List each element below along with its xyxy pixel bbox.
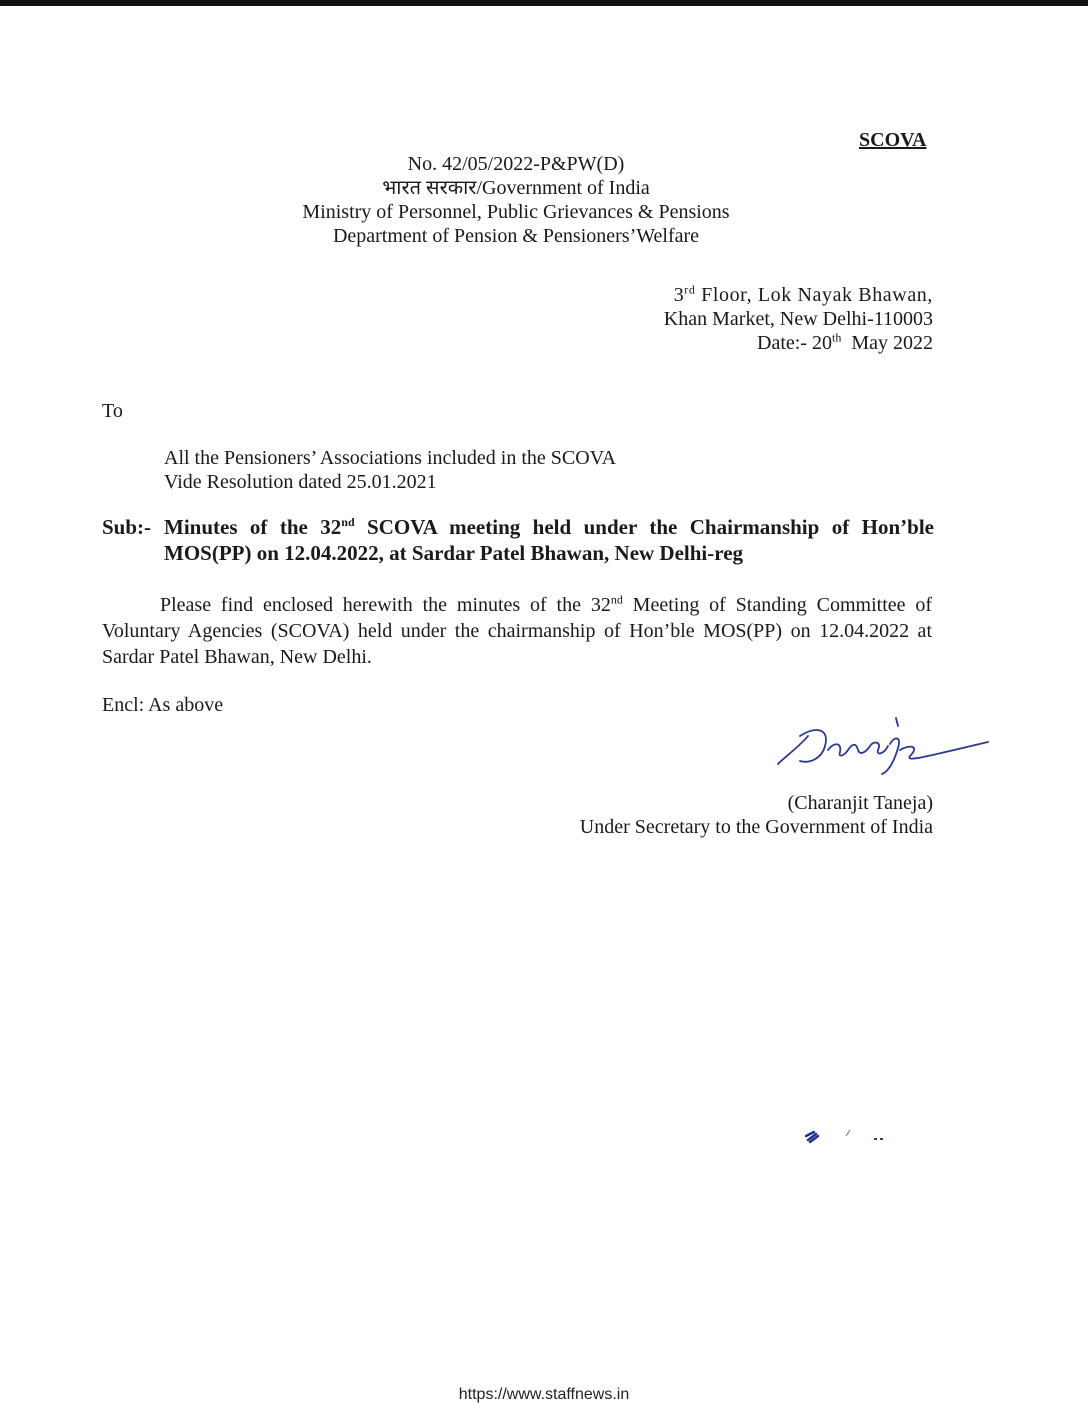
enclosure-note: Encl: As above [102,694,224,716]
signatory-name: (Charanjit Taneja) [787,792,933,814]
ministry-line: Ministry of Personnel, Public Grievances & Pensions [302,201,730,223]
address-market: Khan Market, New Delhi-110003 [663,308,933,330]
letter-date: Date:- 20th May 2022 [757,330,933,354]
recipient-line-2: Vide Resolution dated 25.01.2021 [164,471,437,493]
department-line: Department of Pension & Pensioners’Welfare [332,225,700,247]
recipient-block [164,446,616,494]
signature-image [770,706,990,776]
office-address [560,283,933,355]
subject-line-2: MOS(PP) on 12.04.2022, at Sardar Patel Bhawan, New Delhi-reg [164,541,744,565]
subject-label: Sub:- [102,515,152,539]
letter-header [230,152,802,248]
scova-tag: SCOVA [859,129,927,151]
footer-url: https://www.staffnews.in [458,1386,630,1403]
subject-text: Minutes of the 32nd SCOVA meeting held under the Chairmanship of Hon’ble MOS(PP) on 12.04.2022, at Sardar Patel Bhawan, New Delhi-reg [164,515,934,565]
scan-noise-marks [800,1120,900,1150]
body-paragraph: Please find enclosed herewith the minutes of the 32nd Meeting of Standing Committee of Voluntary Agencies (SCOVA) held under the chairmanship of Hon’ble MOS(PP) on 12.04.2022 at Sardar Patel Bhawan, New Delhi. [102,592,933,668]
address-floor: 3rd Floor, Lok Nayak Bhawan, [673,282,933,306]
signatory-designation: Under Secretary to the Government of India [579,816,933,838]
scan-top-border [0,0,1088,6]
recipient-line-1: All the Pensioners’ Associations included in the SCOVA [164,447,617,469]
file-number: No. 42/05/2022-P&PW(D) [407,153,625,175]
government-line: भारत सरकार/Government of India [382,177,650,199]
signatory-block [560,791,933,839]
to-label: To [102,400,123,422]
